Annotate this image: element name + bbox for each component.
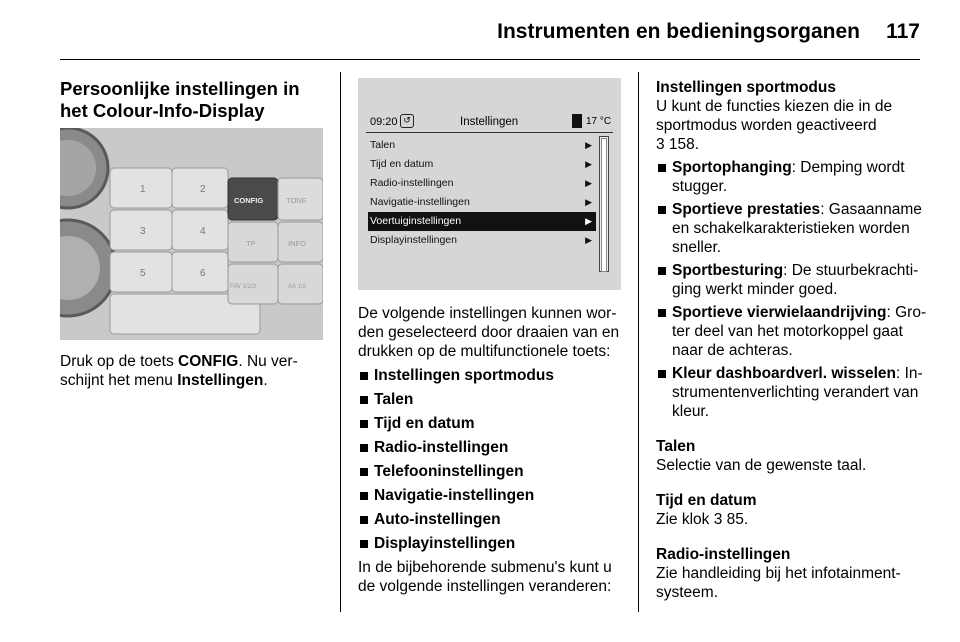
- photo-btn-5: 5: [140, 268, 146, 279]
- screen-title: Instellingen: [460, 116, 519, 128]
- control-panel-photo: [60, 128, 323, 340]
- middle-intro: De volgende instellingen kunnen wor-den geselecteerd door draaien van en drukken op de multifunctionele toets:: [358, 305, 620, 360]
- radio-text: Zie handleiding bij het infotainment-systeem.: [656, 565, 901, 601]
- list-item: [358, 510, 630, 529]
- screen-scrollbar: [599, 136, 609, 272]
- photo-caption: [60, 352, 330, 390]
- sport-text: U kunt de functies kiezen die in de sportmodus worden geactiveerd 3 158.: [656, 98, 893, 153]
- list-item-label: Tijd en datum: [374, 415, 475, 432]
- bullet-icon: [658, 370, 666, 378]
- bullet-icon: [360, 492, 368, 500]
- screen-temperature: 17 °C: [586, 116, 612, 127]
- bullet-icon: [658, 267, 666, 275]
- screen-menu-label: Navigatie-instellingen: [370, 196, 470, 208]
- list-item-label: Talen: [374, 391, 414, 408]
- list-item-label: Auto-instellingen: [374, 511, 501, 528]
- photo-btn-info: INFO: [288, 239, 306, 248]
- tijd-heading: Tijd en datum: [656, 492, 757, 509]
- sport-option: [656, 158, 928, 196]
- photo-btn-4: 4: [200, 226, 206, 237]
- list-item-label: Displayinstellingen: [374, 535, 516, 552]
- screen-menu-item: [368, 174, 596, 193]
- caption-end: .: [263, 372, 268, 389]
- photo-btn-1: 1: [140, 184, 146, 195]
- column-divider-1: [340, 72, 341, 612]
- sport-ref: 3 158.: [656, 136, 700, 153]
- photo-btn-fav: FAV 1/2/3: [230, 284, 256, 290]
- chevron-right-icon: ▶: [585, 178, 592, 188]
- sport-option: [656, 261, 928, 299]
- sport-heading: Instellingen sportmodus: [656, 79, 836, 96]
- sport-option-term: Sportophanging: [672, 159, 792, 176]
- screen-back-icon: ↺: [400, 114, 414, 128]
- screen-menu-label: Radio-instellingen: [370, 177, 454, 189]
- middle-column: [358, 304, 630, 596]
- talen-text: Selectie van de gewenste taal.: [656, 457, 867, 474]
- screen-menu-item: [368, 155, 596, 174]
- list-item: [358, 534, 630, 553]
- chevron-right-icon: ▶: [585, 159, 592, 169]
- tijd-text: Zie klok 3 85.: [656, 511, 749, 528]
- screen-menu-item: [368, 212, 596, 231]
- sport-option: [656, 364, 928, 421]
- control-panel-illustration: [60, 128, 323, 340]
- list-item: [358, 390, 630, 409]
- screen-divider: [366, 132, 613, 133]
- screen-menu-item: [368, 231, 596, 250]
- screen-menu-item: [368, 136, 596, 155]
- photo-btn-2: 2: [200, 184, 206, 195]
- chevron-right-icon: ▶: [585, 216, 592, 226]
- sport-option-term: Sportieve prestaties: [672, 201, 821, 218]
- settings-screen-illustration: [358, 78, 621, 290]
- screen-menu-item: [368, 193, 596, 212]
- list-item: [358, 438, 630, 457]
- list-item: [358, 462, 630, 481]
- radio-heading: Radio-instellingen: [656, 546, 791, 563]
- list-item-label: Navigatie-instellingen: [374, 487, 535, 504]
- screen-menu-label: Tijd en datum: [370, 158, 434, 170]
- bullet-icon: [658, 309, 666, 317]
- photo-btn-3: 3: [140, 226, 146, 237]
- bullet-icon: [360, 516, 368, 524]
- caption-key: CONFIG: [178, 353, 239, 370]
- screen-time: 09:20: [370, 116, 398, 128]
- thermometer-icon: [572, 114, 582, 128]
- sport-option-desc: : Gro-ter deel van het motorkoppel gaat naar de achteras.: [672, 304, 927, 359]
- page-number: 117: [886, 20, 920, 43]
- bullet-icon: [360, 372, 368, 380]
- sport-option-term: Sportieve vierwielaandrijving: [672, 304, 887, 321]
- header-rule: [60, 59, 920, 60]
- photo-btn-as: AS 1/2: [288, 284, 307, 290]
- list-item: [358, 414, 630, 433]
- sport-option-desc: : Demping wordt stugger.: [672, 159, 905, 195]
- list-item: [358, 486, 630, 505]
- caption-menu: Instellingen: [177, 372, 264, 389]
- bullet-icon: [360, 540, 368, 548]
- page-header: [0, 0, 960, 62]
- sport-option-term: Kleur dashboardverl. wisselen: [672, 365, 896, 382]
- bullet-icon: [360, 444, 368, 452]
- photo-btn-tone: TONE: [286, 196, 307, 205]
- list-item-label: Telefooninstellingen: [374, 463, 524, 480]
- sport-option: [656, 200, 928, 257]
- chevron-right-icon: ▶: [585, 197, 592, 207]
- bullet-icon: [360, 468, 368, 476]
- sport-option-desc: : De stuurbekrachti-ging werkt minder goed.: [672, 262, 919, 298]
- sport-option: [656, 303, 928, 360]
- screen-menu-label: Voertuiginstellingen: [370, 215, 462, 227]
- photo-btn-config: CONFIG: [234, 196, 264, 205]
- sport-option-desc: : In-strumentenverlichting verandert van kleur.: [672, 365, 923, 420]
- right-column: [656, 78, 928, 602]
- header-title: Instrumenten en bedieningsorganen: [497, 20, 860, 43]
- bullet-icon: [658, 206, 666, 214]
- caption-text-mid: . Nu ver-schijnt het menu: [60, 353, 298, 389]
- left-column: [60, 78, 330, 122]
- bullet-icon: [360, 420, 368, 428]
- chevron-right-icon: ▶: [585, 140, 592, 150]
- list-item: [358, 366, 630, 385]
- sport-option-term: Sportbesturing: [672, 262, 784, 279]
- talen-heading: Talen: [656, 438, 696, 455]
- sport-options-list: [656, 158, 928, 421]
- middle-outro: In de bijbehorende submenu's kunt u de volgende instellingen veranderen:: [358, 559, 612, 595]
- chevron-right-icon: ▶: [585, 235, 592, 245]
- photo-btn-6: 6: [200, 268, 206, 279]
- photo-btn-tp: TP: [246, 239, 256, 248]
- column-divider-2: [638, 72, 639, 612]
- screen-menu-label: Displayinstellingen: [370, 234, 457, 246]
- section-heading: Persoonlijke instellingen in het Colour-Info-Display: [60, 78, 300, 121]
- sport-option-desc: : Gasaanname en schakelkarakteristieken worden sneller.: [672, 201, 922, 256]
- settings-list: [358, 366, 630, 553]
- caption-text: Druk op de toets: [60, 353, 179, 370]
- screen-menu-label: Talen: [370, 139, 396, 151]
- bullet-icon: [360, 396, 368, 404]
- list-item-label: Instellingen sportmodus: [374, 367, 554, 384]
- list-item-label: Radio-instellingen: [374, 439, 509, 456]
- bullet-icon: [658, 164, 666, 172]
